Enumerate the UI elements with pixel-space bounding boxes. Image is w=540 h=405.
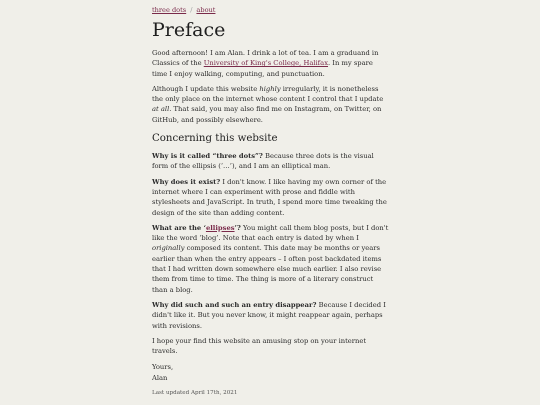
breadcrumb-home-link[interactable]: three dots (152, 6, 187, 14)
breadcrumb-separator: / (190, 6, 193, 14)
ellipses-link[interactable]: ellipses (205, 223, 235, 232)
university-link[interactable]: University of King's College, Halifax (203, 59, 329, 68)
page-content (152, 6, 390, 397)
breadcrumb-about-link[interactable]: about (196, 6, 216, 14)
faq-answer: Because three dots is the visual form of the ellipsis (‘…’), and I am an elliptical man. (152, 152, 374, 171)
faq-item-exist (152, 177, 390, 218)
faq-question: Why did such and such an entry disappear? (152, 300, 317, 309)
signoff (152, 362, 390, 383)
last-updated: Last updated April 17th, 2021 (152, 390, 238, 397)
faq-answer: I don't know. I like having my own corner of the internet where I can experiment with prose and fiddle with stylesheets and JavaScript. In truth, I spend more time tweaking the design of the site than adding content. (152, 177, 387, 217)
faq-item-disappear (152, 300, 390, 331)
signoff-name: Alan (152, 373, 168, 382)
faq-question: Why is it called “three dots”? (152, 152, 263, 161)
faq-question: What are the ‘ellipses’? (152, 223, 241, 232)
intro-paragraph-1: Good afternoon! I am Alan. I drink a lot of tea. I am a graduand in Classics of the University of King's College, Halifax. In my spare time I enjoy walking, computing, and punctuation. (152, 49, 379, 78)
signoff-line-1: Yours, (152, 363, 174, 372)
section-heading: Concerning this website (152, 133, 278, 145)
faq-answer: Because I decided I didn't like it. But you never know, it might reappear again, perhaps with revisions. (152, 300, 386, 330)
page-title: Preface (152, 19, 226, 41)
closing-paragraph: I hope your find this website an amusing stop on your internet travels. (152, 336, 367, 356)
faq-item-name (152, 151, 390, 172)
intro-paragraph-2: Although I update this website highly irregularly, it is nonetheless the only place on the internet whose content I control that I update at all. That said, you may also find me on Instagram, on Twitter, on GitHub, and possibly elsewhere. (152, 84, 384, 124)
breadcrumb (152, 6, 390, 15)
faq-question: Why does it exist? (152, 177, 221, 186)
faq-item-ellipses: What are the ‘ellipses’? You might call them blog posts, but I don't like the word ‘blog’. Note that each entry is dated by when I originally composed its content. This date may be months or years earlier than when the entry appears – I often post backdated items that I had written down somewhere else much earlier. I also revise them from time to time. The thing is more of a literary construct than a blog. (152, 223, 389, 294)
